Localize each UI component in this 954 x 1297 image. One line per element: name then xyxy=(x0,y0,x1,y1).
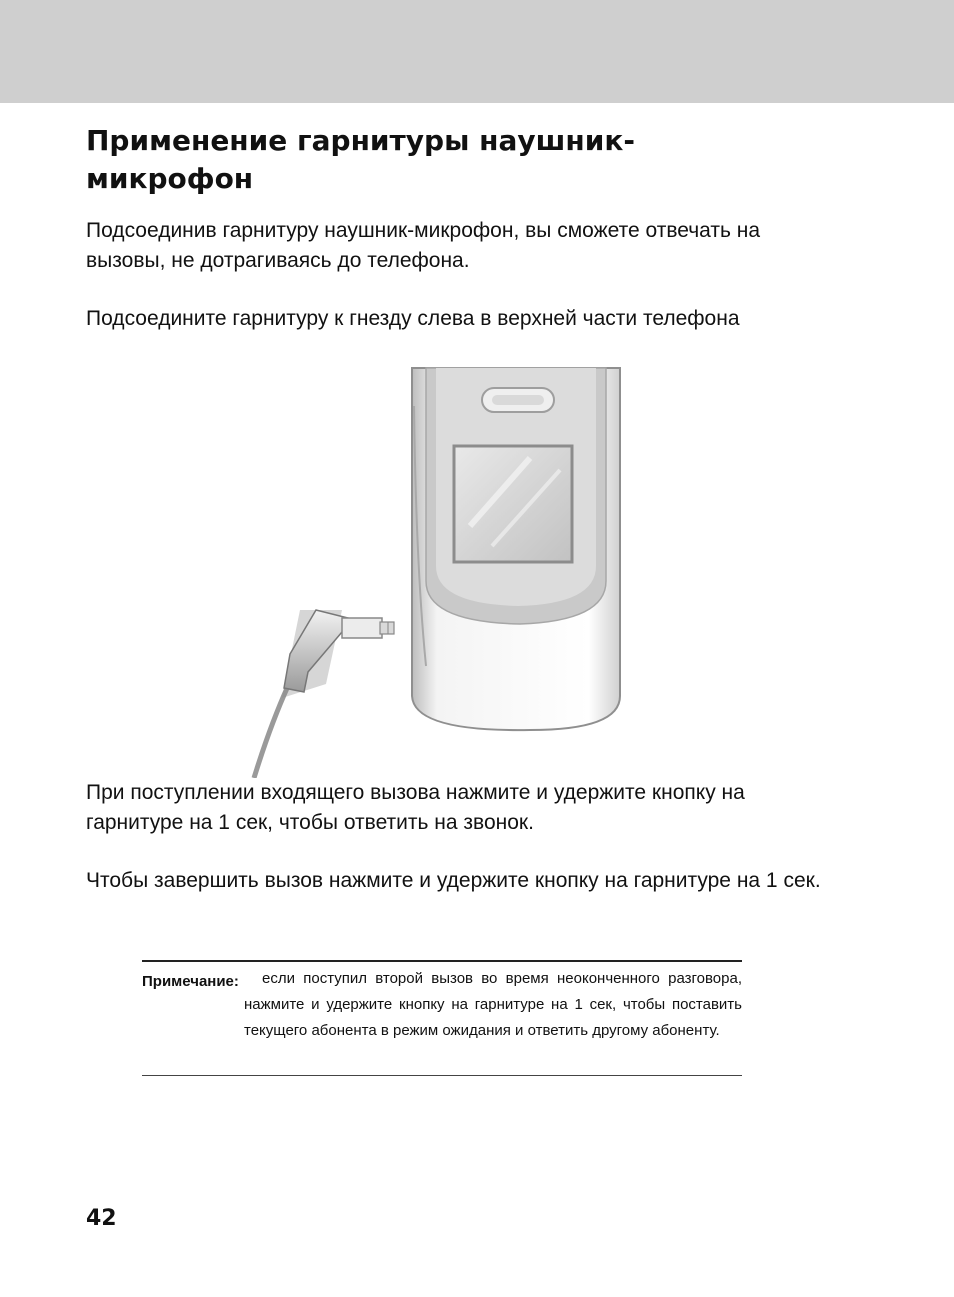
intro-paragraph: Подсоединив гарнитуру наушник-микрофон, вы сможете отвечать на вызовы, не дотрагиваясь до телефона. xyxy=(86,219,761,272)
page-title-line-1: Применение гарнитуры наушник- xyxy=(86,124,635,157)
note-bottom-rule xyxy=(142,1075,742,1076)
page-number: 42 xyxy=(86,1206,117,1231)
header-band xyxy=(0,0,954,103)
note-label: Примечание: xyxy=(142,973,239,990)
note-text: если поступил второй вызов во время неоконченного разговора, нажмите и удержите кнопку на гарнитуре на 1 сек, чтобы поставить текущего абонента в режим ожидания и ответить другому абоненту. xyxy=(244,970,742,1039)
connect-instruction: Подсоедините гарнитуру к гнезду слева в верхней части телефона xyxy=(86,307,740,330)
headset-plug-icon xyxy=(254,610,394,778)
page-title-line-2: микрофон xyxy=(86,162,254,195)
answer-call-instruction: При поступлении входящего вызова нажмите и удержите кнопку на гарнитуре на 1 сек, чтобы ответить на звонок. xyxy=(86,781,745,834)
page-title xyxy=(86,122,786,198)
end-call-instruction: Чтобы завершить вызов нажмите и удержите кнопку на гарнитуре на 1 сек. xyxy=(86,869,821,892)
mobile-phone-icon xyxy=(412,368,620,730)
phone-headset-illustration xyxy=(230,366,630,778)
note-top-rule xyxy=(142,960,742,962)
